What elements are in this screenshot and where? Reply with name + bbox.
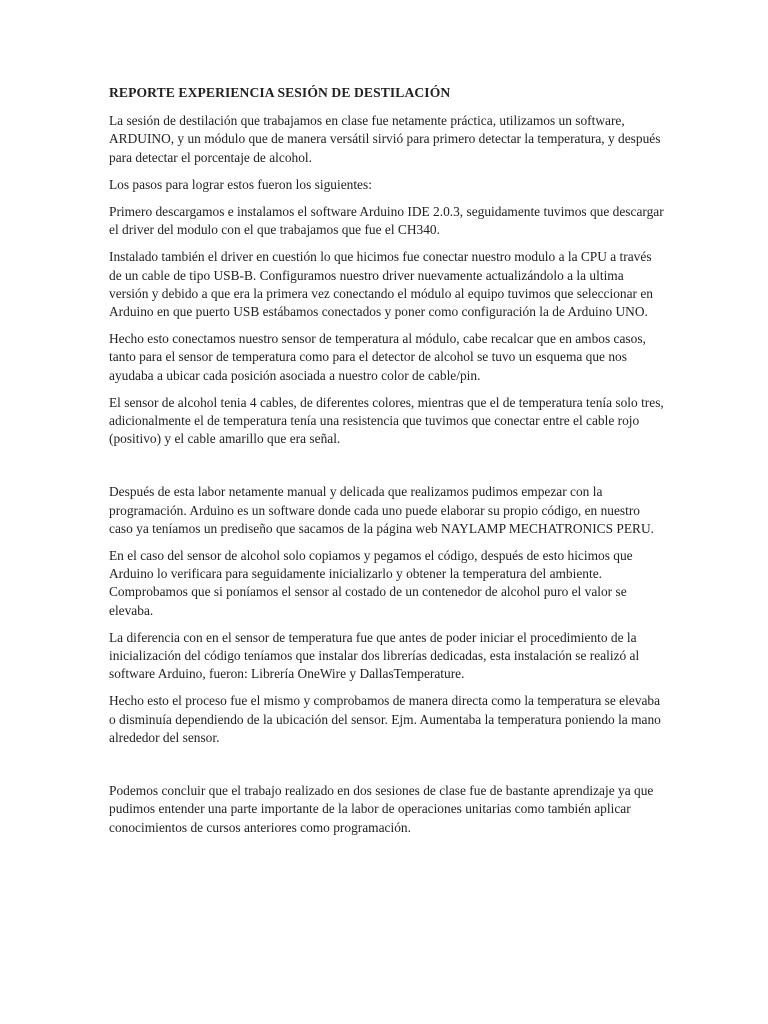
paragraph-temperature-libraries: La diferencia con en el sensor de temperatura fue que antes de poder iniciar el procedimiento de la inicialización del código teníamos que instalar dos librerías dedicadas, esta instalación se realizó al software Arduino, fueron: Librería OneWire y DallasTemperature. — [109, 629, 640, 682]
section-gap — [109, 457, 664, 483]
paragraph-step-sensor: Hecho esto conectamos nuestro sensor de temperatura al módulo, cabe recalcar que en ambos casos, tanto para el sensor de temperatura como para el detector de alcohol se tuvo un esquema que nos ayudaba a ubicar cada posición asociada a nuestro color de cable/pin. — [109, 331, 646, 383]
paragraph-step-driver: Instalado también el driver en cuestión lo que hicimos fue conectar nuestro modulo a la CPU a través de un cable de tipo USB-B. Configuramos nuestro driver nuevamente actualizándolo a la ultima versión y debido a que era la primera vez conectando el módulo al equipo tuvimos que seleccionar en Arduino en que puerto USB estábamos conectados y poner como configuración la de Arduino UNO. — [109, 249, 653, 320]
document-title: REPORTE EXPERIENCIA SESIÓN DE DESTILACIÓN — [109, 85, 451, 100]
paragraph-results: Hecho esto el proceso fue el mismo y comprobamos de manera directa como la temperatura se elevaba o disminuía dependiendo de la ubicación del sensor. Ejm. Aumentaba la temperatura poniendo la mano alrededor del sensor. — [109, 693, 661, 745]
paragraph-steps-intro: Los pasos para lograr estos fueron los siguientes: — [109, 176, 372, 192]
section-gap — [109, 756, 664, 782]
paragraph-step-install: Primero descargamos e instalamos el software Arduino IDE 2.0.3, seguidamente tuvimos que descargar el driver del modulo con el que trabajamos que fue el CH340. — [109, 204, 664, 238]
paragraph-intro: La sesión de destilación que trabajamos en clase fue netamente práctica, utilizamos un software, ARDUINO, y un módulo que de manera versátil sirvió para primero detectar la temperatura, y después para detectar el porcentaje de alcohol. — [109, 113, 661, 165]
paragraph-programming: Después de esta labor netamente manual y delicada que realizamos pudimos empezar con la programación. Arduino es un software donde cada uno puede elaborar su propio código, en nuestro caso ya teníamos un prediseño que sacamos de la página web NAYLAMP MECHATRONICS PERU. — [109, 484, 654, 536]
paragraph-sensor-cables: El sensor de alcohol tenia 4 cables, de diferentes colores, mientras que el de temperatura tenía solo tres, adicionalmente el de temperatura tenía una resistencia que tuvimos que conectar entre el cable rojo (positivo) y el cable amarillo que era señal. — [109, 394, 664, 447]
document-body — [109, 84, 664, 846]
paragraph-alcohol-code: En el caso del sensor de alcohol solo copiamos y pegamos el código, después de esto hicimos que Arduino lo verificara para seguidamente inicializarlo y obtener la temperatura del ambiente. Comprobamos que si poníamos el sensor al costado de un contenedor de alcohol puro el valor se elevaba. — [109, 548, 633, 618]
paragraph-conclusion: Podemos concluir que el trabajo realizado en dos sesiones de clase fue de bastante aprendizaje ya que pudimos entender una parte importante de la labor de operaciones unitarias como también aplicar conocimientos de cursos anteriores como programación. — [109, 783, 654, 835]
